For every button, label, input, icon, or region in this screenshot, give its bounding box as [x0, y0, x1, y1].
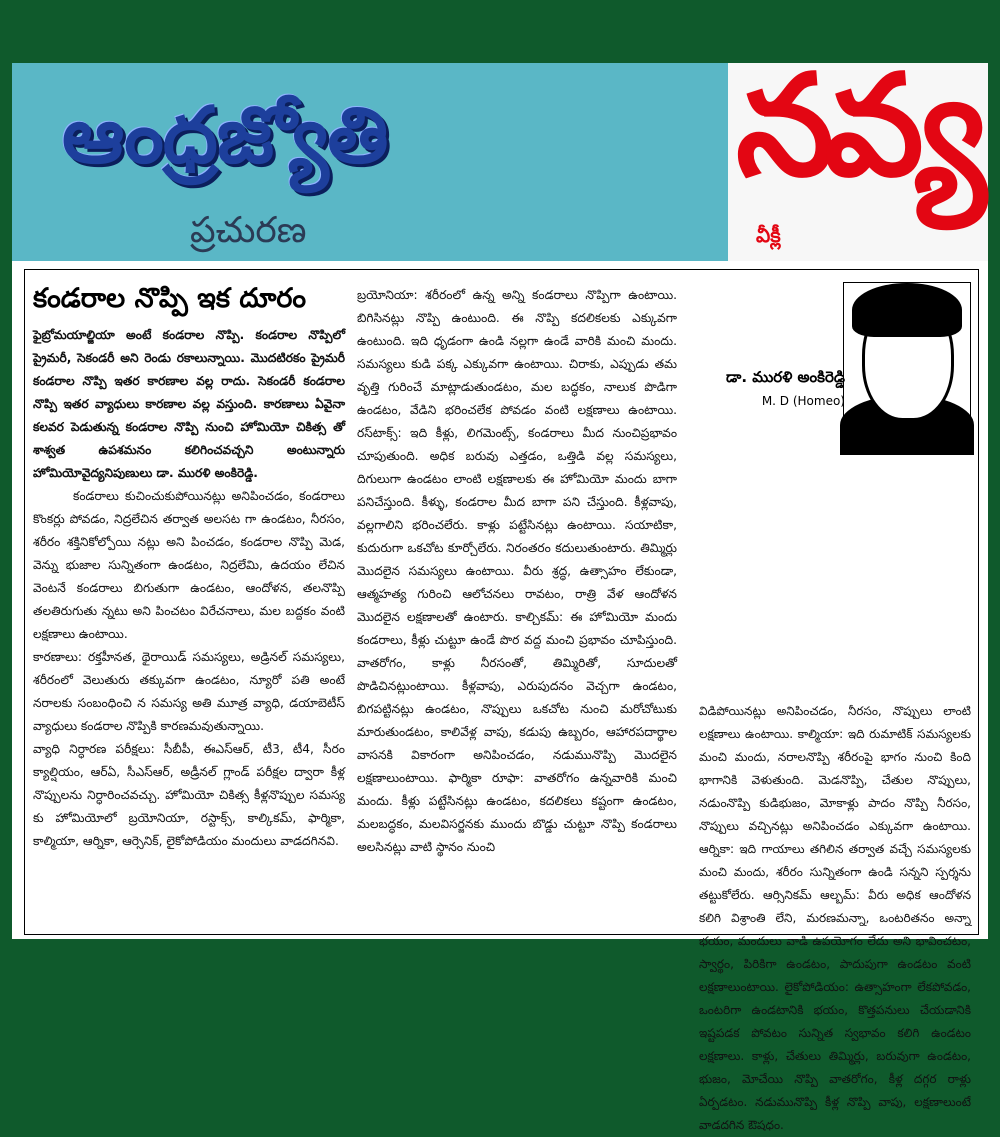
author-photo: [843, 282, 971, 434]
article-intro: ఫైబ్రోమయాల్జియా అంటే కండరాల నొప్పి. కండరాల నొప్పిలో ప్రైమరీ, సెకండరీ అని రెండు రకాలున్నాయి. మొదటిరకం ప్రైమరీ కండరాల నొప్పి ఇతర కారణాల వల్ల రాదు. సెకండరీ కండరాల నొప్పి ఇతర వ్యాధులు కారణాల వల్ల వస్తుంది. కారణాలు ఏవైనా కలవర పెడుతున్న కండరాల నొప్పి నుంచి హోమియో చికిత్స తో శాశ్వత ఉపశమనం కలిగించవచ్చని అంటున్నారు హోమియోవైద్యనిపుణులు డా. మురళి అంకిరెడ్డి.: [33, 328, 345, 480]
supplement-badge: [728, 45, 988, 261]
masthead-banner: [12, 45, 988, 261]
page-frame: [12, 45, 988, 1132]
publication-label: ప్రచురణ: [190, 210, 307, 251]
author-degree: M. D (Homeo): [761, 394, 845, 408]
article-column-3: [699, 700, 971, 1132]
supplement-sub: వీక్లీ: [756, 223, 781, 247]
article-paragraph: బ్రయోనియా: శరీరంలో ఉన్న అన్ని కండరాలు నొప్పిగా ఉంటాయి. బిగిసినట్లు నొప్పి ఉంటుంది. ఈ నొప్పి కదలికలకు ఎక్కువగా ఉంటుంది. ఇది ధృడంగా ఉండి నల్లగా ఉండే వారికి మంచి మందు. సమస్యలు కుడి పక్క ఎక్కువగా ఉంటాయి. చిరాకు, ఎప్పుడు తమ వృత్తి గురించే మాట్లాడుతుండటం, మల బద్ధకం, నాలుక పొడిగా ఉండటం, వేడిని భరించలేక పోవడం వంటి లక్షణాలు ఉంటాయి. రస్‌టాక్స్: ఇది కీళ్లు, లిగమెంట్స్, కండరాలు మీద నుంచిప్రభావం చూపుతుంది. అధిక బరువు ఎత్తడం, ఒత్తిడి వల్ల సమస్యలు, దిగులుగా ఉండటం లాంటి లక్షణాలకు ఈ హోమియో మందు బాగా పనిచేస్తుంది. కీళ్ళు, కండరాల మీద బాగా పని చేస్తుంది. కీళ్లవాపు, వల్లగాలిని భరించలేరు. కాళ్లు పట్టేసినట్లు ఉంటాయి. సయాటికా, కుదురుగా ఒకచోట కూర్చోలేరు. నిరంతరం కదులుతుంటారు. తిమ్మిర్లు మొదలైన సమస్యలు ఉంటాయి. వీరు శ్రద్ధ, ఉత్సాహం లేకుండా, ఆత్మహత్య గురించి ఆలోచనలు రావటం, రాత్రి వేళ ఆందోళన మొదలైన లక్షణాలతో ఉంటారు. కాల్చికమ్: ఈ హోమియో మందు కండరాలు, కీళ్లు చుట్టూ ఉండే పొర వద్ద మంచి ప్రభావం చూపిస్తుంది. వాతరోగం, కాళ్లు నీరసంతో, తిమ్మిరితో, సూదులతో పొడిచినట్లుంటాయి. కీళ్లవాపు, ఎరుపుదనం వెచ్చగా ఉండటం, బిగపట్టినట్లు ఉండటం, నొప్పులు ఒకచోట నుంచి మరోచోటుకు మారుతుండటం, కాలివేళ్ల వాపు, కడుపు ఉబ్బరం, ఆహారపదార్థాల వాసనకి వికారంగా అనిపించడం, నడుమునొప్పి మొదలైన లక్షణాలుంటాయి. ఫార్మికా రూఫా: వాతరోగం ఉన్నవారికి మంచి మందు. కీళ్లు పట్టేసినట్లు ఉండటం, కదలికలు కష్టంగా ఉండటం, మలబద్ధకం, మలవిసర్జనకు ముందు బొడ్డు చుట్టూ నొప్పి కండరాలు అలసినట్లు వాటి స్థానం నుంచి: [357, 288, 677, 854]
author-name: డా. మురళి అంకిరెడ్డి: [726, 368, 845, 386]
article-column-2: [357, 284, 677, 930]
article-box: [24, 269, 979, 1132]
article-paragraph: విడిపోయినట్లు అనిపించడం, నీరసం, నొప్పులు లాంటి లక్షణాలు ఉంటాయి. కాల్మియా: ఇది రుమాటిక్ సమస్యలకు మంచి మందు, నరాలనొప్పి శరీరంపై భాగం నుంచి కింది భాగానికి వెళుతుంది. మెడనొప్పి, చేతుల నొప్పులు, నడుంనొప్పి కుడిభుజం, మోకాళ్లు పాదం నొప్పి నీరసం, నొప్పులు వచ్చినట్లు అనిపించడం ఎక్కువగా ఉంటాయి. ఆర్నికా: ఇది గాయాలు తగిలిన తర్వాత వచ్చే సమస్యలకు మంచి మందు, శరీరం సున్నితంగా ఉండి సన్నని స్పర్శను తట్టుకోలేరు. ఆర్సినికమ్ ఆల్బమ్: వీరు అధిక ఆందోళన కలిగి విశ్రాంతి లేని, మరణమన్నా, ఒంటరితనం అన్నా భయం, మందులు వాడి ఉపయోగం లేదు అని భావించటం, స్వార్థం, పిరికిగా ఉండటం, పాదుపుగా ఉండటం వంటి లక్షణాలుంటాయి. లైకోపోడియం: ఉత్సాహంగా లేకపోవడం, ఒంటరిగా ఉండటానికి భయం, కొత్తపనులు చేయడానికి ఇష్టపడక పోవటం సున్నిత స్వభావం కలిగి ఉండటం లక్షణాలు. కాళ్లు, చేతులు తిమ్మిర్లు, బరువుగా ఉండటం, భుజం, మోచేయి నొప్పి వాతరోగం, కీళ్ల దగ్గర రాళ్లు ఏర్పడటం. నడుమునొప్పి కీళ్ల నొప్పి వాపు, లక్షణాలుంటే వాడదగిన ఔషధం.: [699, 704, 971, 1132]
supplement-logo: నవ్య: [736, 45, 977, 208]
article-paragraph: కండరాలు కుచించుకుపోయినట్లు అనిపించడం, కండరాలు కొంకర్లు పోవడం, నిద్రలేచిన తర్వాత అలసట గా ఉండటం, నీరసం, శరీరం శక్తినికోల్పోయి నట్లు అని పించడం, కండరాల నొప్పి మెడ, వెన్ను భుజాల సున్నితంగా ఉండటం, నిద్రలేమి, ఉదయం లేచిన వెంటనే కండరాలు బిగుతుగా ఉండటం, ఆందోళన, తలనొప్పి తలతిరుగుతు న్నటు అని పించటం విరేచనాలు, మల బద్దకం వంటి లక్షణాలు ఉంటాయి.: [33, 489, 345, 641]
article-column-1: [33, 280, 345, 926]
article-paragraph: వ్యాధి నిర్ధారణ పరీక్షలు: సీబీపీ, ఈఎస్ఆర్, టీ3, టీ4, సీరం క్యాల్షియం, ఆర్ఏ, సీఎస్ఆర్, అడ్రీనల్ గ్లాండ్ పరీక్షల ద్వారా కీళ్ల నొప్పులను నిర్ధారించవచ్చు. హోమియో చికిత్స కీళ్లనొప్పుల సమస్య కు హోమియోలో బ్రయోనియా, రస్టాక్స్, కాల్కికమ్, ఫార్మికా, కాల్మియా, ఆర్నికా, ఆర్సెనిక్, లైకోపోడియం మందులు వాడదగినవి.: [33, 742, 345, 848]
newspaper-logo: ఆంధ్రజ్యోతి: [62, 91, 388, 181]
article-paragraph: కారణాలు: రక్తహీనత, థైరాయిడ్ సమస్యలు, అడ్రినల్ సమస్యలు, శరీరంలో వెలుతురు తక్కువగా ఉండటం, న్యూరో పతి అంటే నరాలకు సంబంధించి న సమస్య అతి మూత్ర వ్యాధి, డయాబెటీస్ వ్యాధులు కండరాల నొప్పికి కారణమవుతున్నాయి.: [33, 650, 345, 733]
article-headline: కండరాల నొప్పి ఇక దూరం: [33, 283, 307, 314]
photo-hair: [852, 283, 962, 337]
